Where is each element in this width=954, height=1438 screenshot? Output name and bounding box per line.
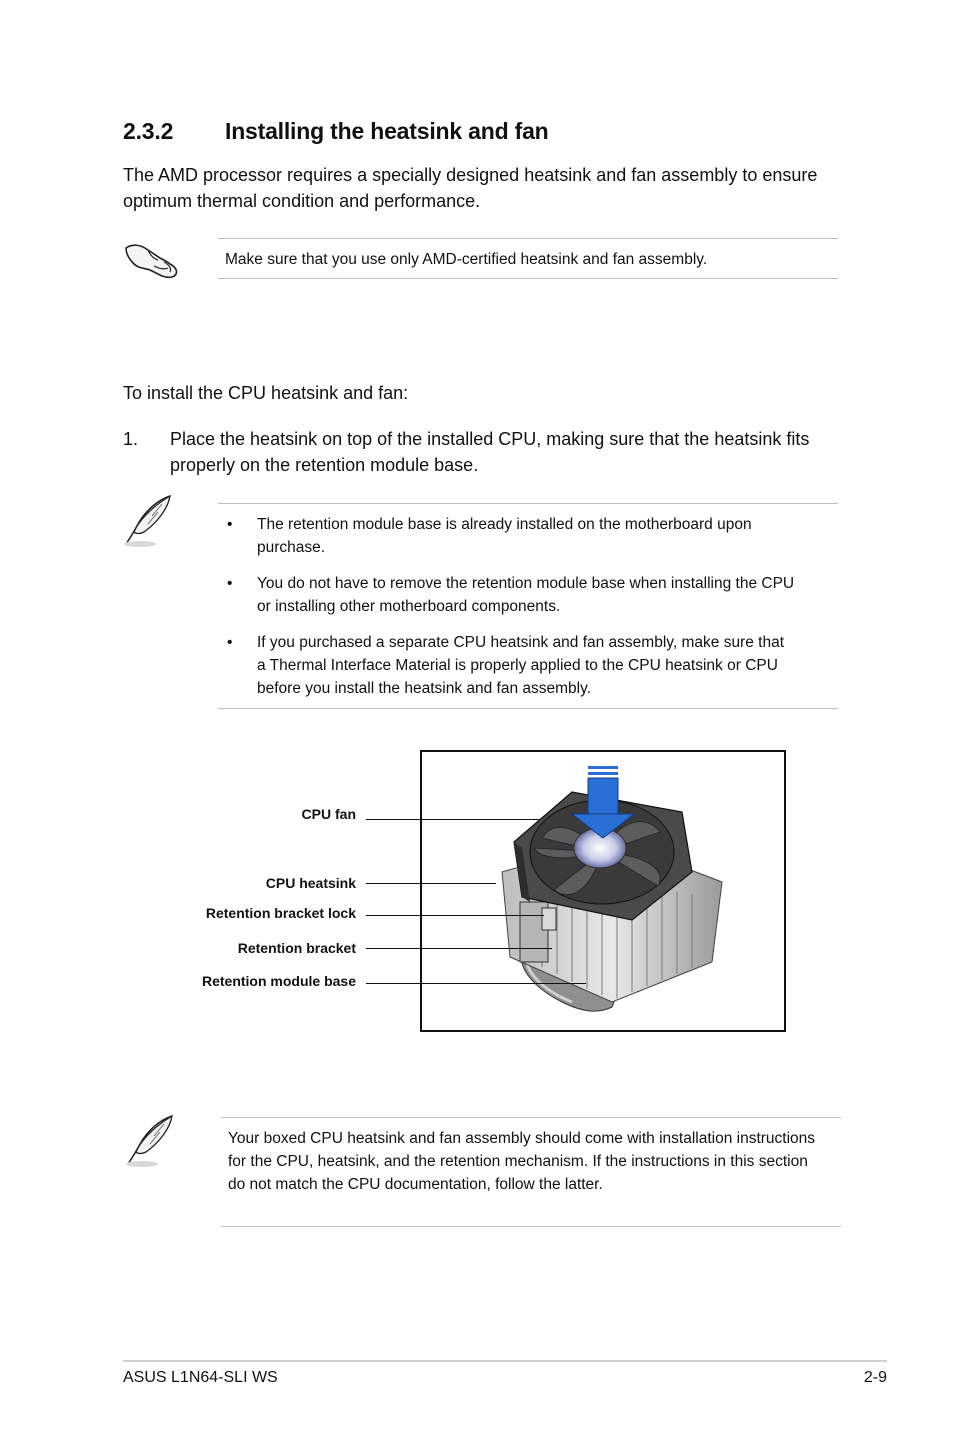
notes-1-bottom-rule (218, 708, 838, 709)
footer-page-number: 2-9 (863, 1369, 887, 1386)
procedure-intro: To install the CPU heatsink and fan: (123, 383, 409, 403)
list-item (225, 513, 795, 559)
list-item (225, 631, 795, 700)
leader-cpu-fan (366, 819, 540, 820)
label-retention-bracket-lock: Retention bracket lock (205, 905, 356, 921)
caution-note-text: Make sure that you use only AMD-certified heatsink and fan assembly. (225, 251, 708, 268)
notes-2-top-rule (221, 1117, 841, 1118)
step-number: 1. (123, 429, 139, 449)
list-item (225, 572, 795, 618)
label-cpu-fan: CPU fan (301, 806, 356, 822)
note-bottom-rule (218, 278, 838, 279)
label-retention-bracket: Retention bracket (237, 940, 356, 956)
quill-pen-icon (122, 494, 174, 550)
notes-1-list (225, 513, 795, 713)
bullet-text: If you purchased a separate CPU heatsink and fan assembly, make sure that a Thermal Interface Material is properly applied to the CPU heatsink or CPU before you install the heatsink and fan assembly. (257, 634, 784, 697)
label-cpu-heatsink: CPU heatsink (265, 875, 356, 891)
intro-paragraph: The AMD processor requires a specially designed heatsink and fan assembly to ensure optimum thermal condition and performance. (123, 165, 818, 211)
notes-2-text: Your boxed CPU heatsink and fan assembly should come with installation instructions for the CPU, heatsink, and the retention mechanism. If the instructions in this section do not match the CPU documentation, follow the latter. (228, 1130, 816, 1193)
footer-rule (123, 1360, 887, 1362)
section-heading (123, 118, 549, 145)
note-top-rule (218, 238, 838, 239)
heatsink-illustration (422, 752, 784, 1030)
bullet-text: The retention module base is already installed on the motherboard upon purchase. (257, 516, 752, 556)
step-text: Place the heatsink on top of the installed CPU, making sure that the heatsink fits properly on the retention module base. (170, 429, 810, 475)
leader-cpu-heatsink (366, 883, 496, 884)
quill-pen-icon (124, 1114, 176, 1170)
bullet-dot: • (227, 516, 233, 533)
section-number: 2.3.2 (123, 118, 174, 144)
notes-2-bottom-rule (221, 1226, 841, 1227)
section-title: Installing the heatsink and fan (225, 118, 549, 144)
leader-retention-module-base (366, 983, 586, 984)
leader-retention-bracket (366, 948, 552, 949)
heatsink-figure (420, 750, 786, 1032)
label-retention-module-base: Retention module base (201, 973, 356, 989)
leader-retention-bracket-lock (366, 915, 544, 916)
bullet-dot: • (227, 575, 233, 592)
footer-product-name: ASUS L1N64-SLI WS (123, 1369, 278, 1386)
bullet-dot: • (227, 634, 233, 651)
hand-pointing-icon (124, 238, 180, 280)
notes-1-top-rule (218, 503, 838, 504)
bullet-text: You do not have to remove the retention module base when installing the CPU or installing other motherboard components. (257, 575, 795, 615)
